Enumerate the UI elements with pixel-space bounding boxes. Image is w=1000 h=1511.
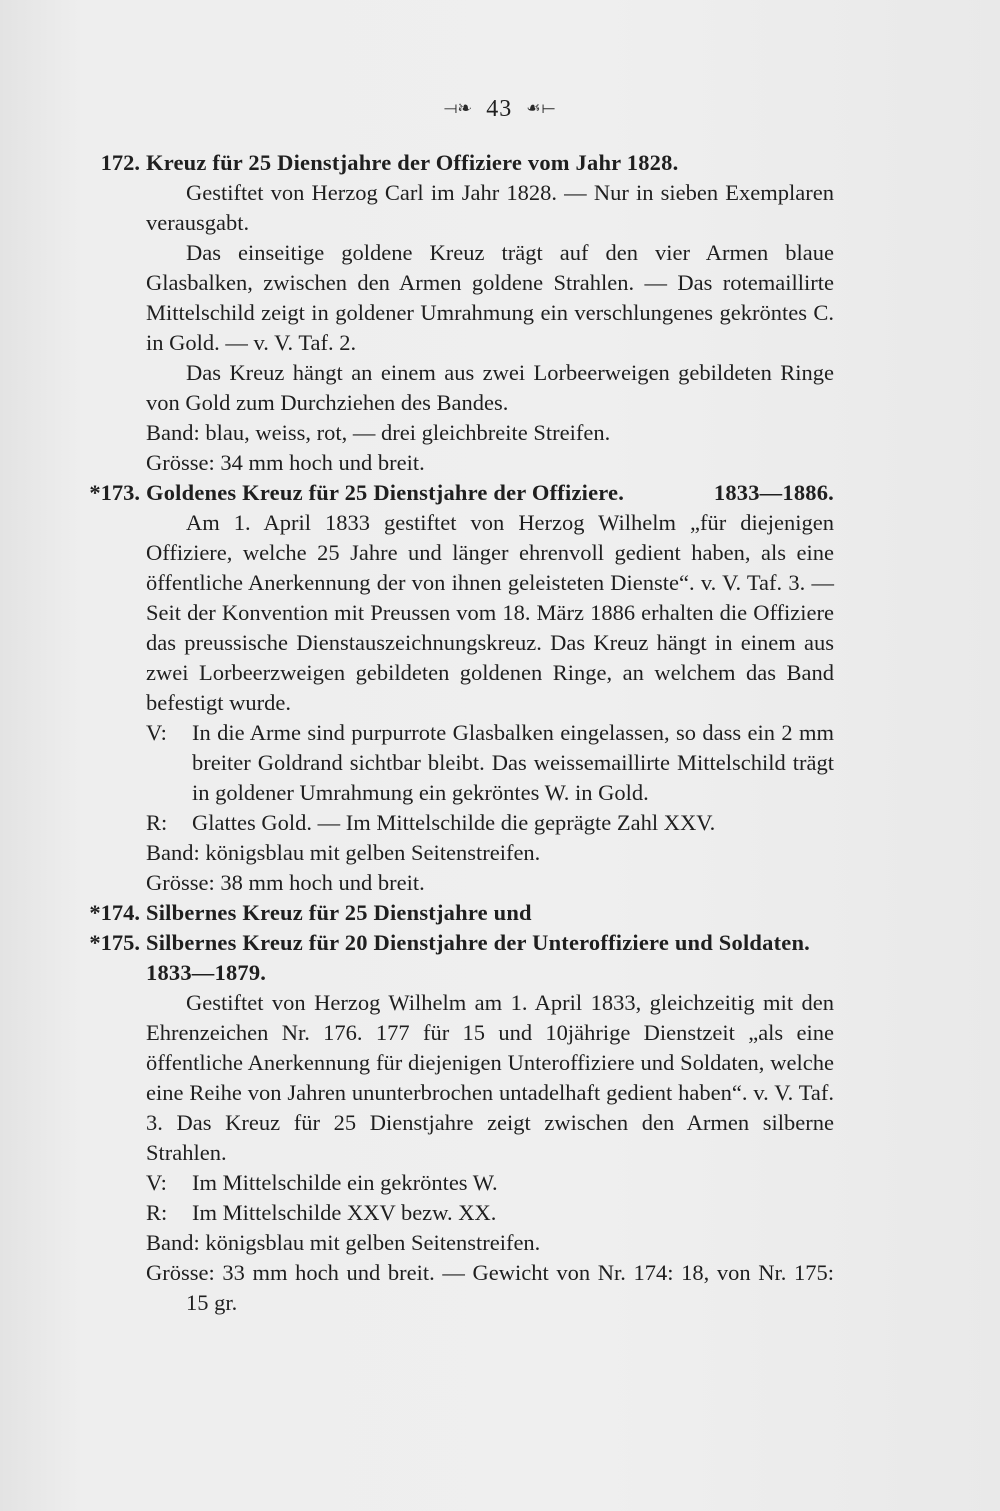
entry-number: *174. [89,900,140,925]
page-number: 43 [486,96,513,122]
size-line: Grösse: 38 mm hoch und breit. [146,870,425,895]
band-line: Band: königsblau mit gelben Seitenstreifen. [146,840,541,865]
entry-title: Kreuz für 25 Dienstjahre der Offiziere vom Jahr 1828. [146,150,679,175]
obverse-text: Im Mittelschilde ein gekröntes W. [192,1170,498,1195]
entry-title: Silbernes Kreuz für 25 Dienstjahre und [146,900,532,925]
obverse-label: V: [146,1170,167,1195]
band-line: Band: königsblau mit gelben Seitenstreifen. [146,1230,541,1255]
entry-paragraph: Das einseitige goldene Kreuz trägt auf den vier Armen blaue Glasbalken, zwischen den Armen goldene Strahlen. — Das rotemaillirte Mittelschild zeigt in goldener Umrahmung ein verschlungenes gekröntes C. in Gold. — v. V. Taf. 2. [146,240,834,355]
entry-172 [88,148,834,478]
entry-title: Silbernes Kreuz für 20 Dienstjahre der Unteroffiziere und Soldaten. 1833—1879. [146,930,810,985]
entry-years: 1833—1886. [713,480,834,505]
page-body [88,148,834,1318]
entry-paragraph: Gestiftet von Herzog Carl im Jahr 1828. — Nur in sieben Exemplaren verausgabt. [146,180,834,235]
entry-175 [88,928,834,1318]
reverse-text: Glattes Gold. — Im Mittelschilde die geprägte Zahl XXV. [192,810,716,835]
entry-paragraph: Das Kreuz hängt an einem aus zwei Lorbeerweigen gebildeten Ringe von Gold zum Durchziehen des Bandes. [146,360,834,415]
entry-174 [88,898,834,928]
entry-173 [88,478,834,898]
entry-title-line [146,478,834,508]
entry-number: *173. [89,480,140,505]
reverse-description [146,808,834,838]
entry-paragraph: Am 1. April 1833 gestiftet von Herzog Wilhelm „für diejenigen Offiziere, welche 25 Jahre und länger ehrenvoll gedient haben, als eine öffentliche Anerkennung der von ihnen geleisteten Dienste“. v. V. Taf. 3. — Seit der Konvention mit Preussen vom 18. März 1886 erhalten die Offiziere das preussische Dienstauszeichnungskreuz. Das Kreuz hängt in einem aus zwei Lorbeerzweigen gebildeten goldenen Ringe, an welchem das Band befestigt wurde. [146,510,834,715]
band-line: Band: blau, weiss, rot, — drei gleichbreite Streifen. [146,420,611,445]
size-line: Grösse: 34 mm hoch und breit. [146,450,425,475]
ornament-right-icon: ☙⟝ [526,100,556,117]
ornament-left-icon: ⟞❧ [444,100,473,117]
reverse-description [146,1198,834,1228]
obverse-description [146,718,834,808]
entry-paragraph: Gestiftet von Herzog Wilhelm am 1. April 1833, gleichzeitig mit den Ehrenzeichen Nr. 176. 177 für 15 und 10jährige Dienstzeit „als eine öffentliche Anerkennung für diejenigen Unteroffiziere und Soldaten, welche eine Reihe von Jahren ununterbrochen untadelhaft gedient haben“. v. V. Taf. 3. Das Kreuz für 25 Dienstjahre zeigt zwischen den Armen silberne Strahlen. [146,990,834,1165]
obverse-description [146,1168,834,1198]
obverse-text: In die Arme sind purpurrote Glasbalken eingelassen, so dass ein 2 mm breiter Goldrand sichtbar bleibt. Das weissemaillirte Mittelschild trägt in goldener Umrahmung ein gekröntes W. in Gold. [192,720,834,805]
reverse-label: R: [146,810,168,835]
page-header [0,96,1000,123]
reverse-text: Im Mittelschilde XXV bezw. XX. [192,1200,497,1225]
reverse-label: R: [146,1200,168,1225]
obverse-label: V: [146,720,167,745]
size-line: Grösse: 33 mm hoch und breit. — Gewicht von Nr. 174: 18, von Nr. 175: 15 gr. [146,1260,834,1315]
entry-number: *175. [89,930,140,955]
entry-number: 172. [100,150,140,175]
entry-title: Goldenes Kreuz für 25 Dienstjahre der Offiziere. [146,480,625,505]
